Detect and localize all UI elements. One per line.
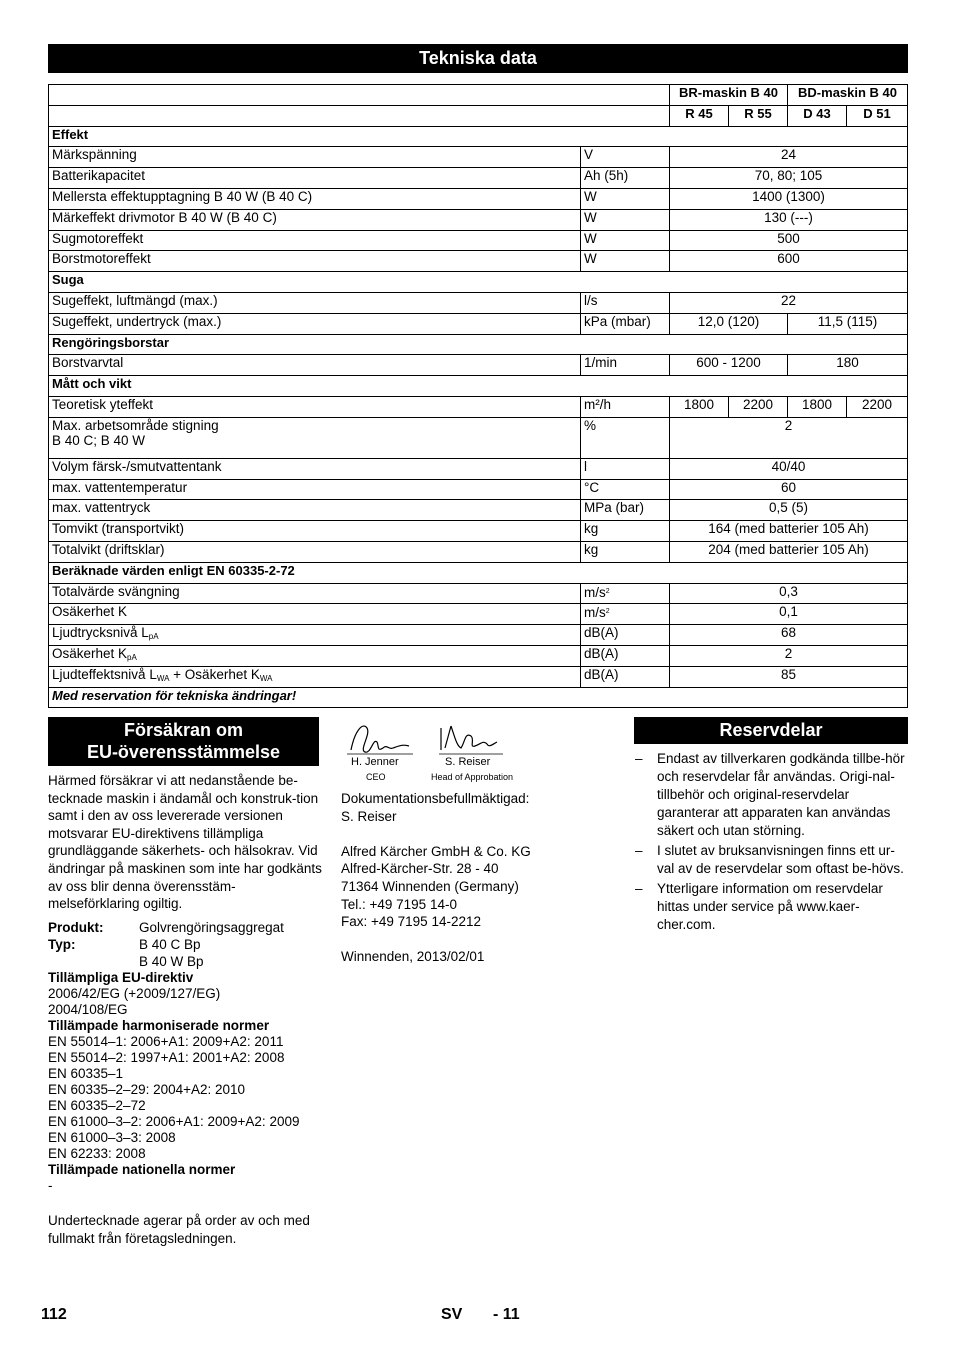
row-label: Ljudtrycksnivå $L_{pA}$ <box>49 625 581 646</box>
table-row <box>49 168 908 189</box>
section-row <box>49 334 908 355</box>
signature-jenner-image <box>343 720 415 758</box>
section-title: Beräknade värden enligt EN 60335-2-72 <box>49 562 908 583</box>
table-row <box>49 209 908 230</box>
row-label: Mellersta effektupptagning B 40 W (B 40 C) <box>49 188 581 209</box>
page-number: 112 <box>41 1306 67 1323</box>
norm-item: EN 62233: 2008 <box>48 1146 146 1162</box>
row-value: 85 <box>670 666 908 687</box>
row-unit: dB(A) <box>581 625 670 646</box>
norm-item: EN 60335–2–72 <box>48 1098 146 1114</box>
row-unit: °C <box>581 479 670 500</box>
row-value: 2 <box>670 645 908 666</box>
row-value: 0,3 <box>670 583 908 604</box>
table-row <box>49 521 908 542</box>
section-row <box>49 272 908 293</box>
row-value: 130 (---) <box>670 209 908 230</box>
row-unit: l/s <box>581 292 670 313</box>
row-label: Batterikapacitet <box>49 168 581 189</box>
row-unit: kg <box>581 521 670 542</box>
row-unit: Ah (5h) <box>581 168 670 189</box>
section-row <box>49 376 908 397</box>
row-unit: MPa (bar) <box>581 500 670 521</box>
list-item: – Endast av tillverkaren godkända tillbe-hör och reservdelar får användas. Origi-nal-tillbehör och original-reservdelar garanterar att apparaten kan användas säkert och utan störning. <box>635 751 905 838</box>
row-value: 164 (med batterier 105 Ah) <box>670 521 908 542</box>
row-label: max. vattentemperatur <box>49 479 581 500</box>
table-row <box>49 251 908 272</box>
list-item: – Ytterligare information om reservdelar hittas under service på www.kaer-cher.com. <box>635 881 883 932</box>
eu-intro: Härmed försäkrar vi att nedanstående be-tecknade maskin i ändamål och konstruk-tion samt i den av oss levererade versionen motsvarar EU-direktivens tillämpliga grundläggande säkerhets- och hälsokrav. Vid ändringar på maskinen som inte har godkänts av oss blir denna överensstäm-melseförklaring ogiltig. <box>48 773 322 912</box>
row-value: 24 <box>670 147 908 168</box>
row-unit: W <box>581 251 670 272</box>
national-norms-value: - <box>48 1178 53 1194</box>
table-row <box>49 188 908 209</box>
spare-parts-list <box>634 750 909 936</box>
row-label: Sugeffekt, undertryck (max.) <box>49 313 581 334</box>
variant-header: D 43 <box>788 105 847 126</box>
row-unit: kPa (mbar) <box>581 313 670 334</box>
table-row <box>49 396 908 417</box>
company-fax: Fax: +49 7195 14-2212 <box>341 914 481 930</box>
section-title: Mått och vikt <box>49 376 908 397</box>
row-label: Märkeffekt drivmotor B 40 W (B 40 C) <box>49 209 581 230</box>
table-row <box>49 645 908 666</box>
signature-block <box>341 720 611 782</box>
eu-conformity-heading: Försäkran om EU-överensstämmelse <box>48 717 319 766</box>
row-unit: l <box>581 458 670 479</box>
row-value: 1800 <box>788 396 847 417</box>
row-value: 70, 80; 105 <box>670 168 908 189</box>
table-row <box>49 292 908 313</box>
table-row <box>49 417 908 458</box>
company-name: Alfred Kärcher GmbH & Co. KG <box>341 843 531 859</box>
section-title: Rengöringsborstar <box>49 334 908 355</box>
variant-header: R 45 <box>670 105 729 126</box>
eu-conformity-text <box>48 772 323 1254</box>
variant-header: D 51 <box>847 105 908 126</box>
table-row <box>49 583 908 604</box>
doc-label: Dokumentationsbefullmäktigad: <box>341 791 530 806</box>
directive-item: 2006/42/EG (+2009/127/EG) <box>48 986 221 1002</box>
table-row <box>49 313 908 334</box>
row-value: 60 <box>670 479 908 500</box>
row-label: Sugeffekt, luftmängd (max.) <box>49 292 581 313</box>
row-value-bd: 11,5 (115) <box>788 313 908 334</box>
row-label: Totalvärde svängning <box>49 583 581 604</box>
row-unit: kg <box>581 541 670 562</box>
row-label: Borstmotoreffekt <box>49 251 581 272</box>
directive-item: 2004/108/EG <box>48 1002 128 1018</box>
signatory-role: CEO <box>366 772 386 782</box>
row-value: 1400 (1300) <box>670 188 908 209</box>
doc-name: S. Reiser <box>341 808 397 824</box>
row-unit: m²/h <box>581 396 670 417</box>
row-label: Volym färsk-/smutvattentank <box>49 458 581 479</box>
technical-data-table <box>48 84 908 708</box>
row-unit: 1/min <box>581 355 670 376</box>
row-value: 2200 <box>847 396 908 417</box>
row-unit: dB(A) <box>581 645 670 666</box>
norm-item: EN 55014–2: 1997+A1: 2001+A2: 2008 <box>48 1050 285 1066</box>
row-label: Märkspänning <box>49 147 581 168</box>
table-row <box>49 147 908 168</box>
row-unit: W <box>581 230 670 251</box>
table-row <box>49 604 908 625</box>
row-label: max. vattentryck <box>49 500 581 521</box>
table-row <box>49 355 908 376</box>
row-value-bd: 180 <box>788 355 908 376</box>
row-value: 1800 <box>670 396 729 417</box>
spare-parts-heading: Reservdelar <box>634 717 908 744</box>
row-value: 0,1 <box>670 604 908 625</box>
table-row <box>49 458 908 479</box>
row-unit: dB(A) <box>581 666 670 687</box>
table-row <box>49 625 908 646</box>
table-row <box>49 105 908 126</box>
norm-item: EN 55014–1: 2006+A1: 2009+A2: 2011 <box>48 1034 284 1050</box>
row-label: Osäkerhet $K_{pA}$ <box>49 645 581 666</box>
row-value: 68 <box>670 625 908 646</box>
norms-title: Tillämpade harmoniserade normer <box>48 1018 270 1034</box>
eu-closing: Undertecknade agerar på order av och med fullmakt från företagsledningen. <box>48 1213 310 1246</box>
row-value: 2 <box>670 417 908 458</box>
row-label: Ljudteffektsnivå $L_{WA}$ + Osäkerhet $K_{WA}$ <box>49 666 581 687</box>
row-value: 22 <box>670 292 908 313</box>
row-value: 600 <box>670 251 908 272</box>
row-value: 2200 <box>729 396 788 417</box>
row-value: 204 (med batterier 105 Ah) <box>670 541 908 562</box>
table-row <box>49 541 908 562</box>
section-page-number: - 11 <box>493 1306 520 1323</box>
table-row <box>49 666 908 687</box>
page-title: Tekniska data <box>48 44 908 73</box>
table-row <box>49 500 908 521</box>
type-row: Typ: B 40 C Bp <box>48 936 201 952</box>
row-label: Teoretisk yteffekt <box>49 396 581 417</box>
norm-item: EN 61000–3–3: 2008 <box>48 1130 176 1146</box>
directives-title: Tillämpliga EU-direktiv <box>48 970 194 986</box>
row-value: 0,5 (5) <box>670 500 908 521</box>
row-unit: $m/s^2$ <box>581 604 670 625</box>
signatory-role: Head of Approbation <box>431 772 514 782</box>
type-row: B 40 W Bp <box>139 954 204 970</box>
table-note: Med reservation för tekniska ändringar! <box>49 687 908 708</box>
row-label-line: B 40 C; B 40 W <box>52 432 146 448</box>
row-value: 40/40 <box>670 458 908 479</box>
norm-item: EN 60335–1 <box>48 1066 124 1082</box>
row-unit: W <box>581 209 670 230</box>
row-label: Totalvikt (driftsklar) <box>49 541 581 562</box>
table-row <box>49 479 908 500</box>
row-label: Borstvarvtal <box>49 355 581 376</box>
row-unit: $m/s^2$ <box>581 583 670 604</box>
language-code: SV <box>441 1306 463 1323</box>
row-value-br: 12,0 (120) <box>670 313 788 334</box>
company-city: 71364 Winnenden (Germany) <box>341 878 519 894</box>
table-row <box>49 85 908 106</box>
product-row: Produkt: Golvrengöringsaggregat <box>48 919 284 935</box>
row-unit: V <box>581 147 670 168</box>
row-unit: % <box>581 417 670 458</box>
section-row <box>49 562 908 583</box>
norm-item: EN 60335–2–29: 2004+A2: 2010 <box>48 1082 246 1098</box>
list-item: – I slutet av bruksanvisningen finns ett ur-val av de reservdelar som oftast be-hövs. <box>635 843 904 876</box>
signatory-name: S. Reiser <box>445 756 491 768</box>
norm-item: EN 61000–3–2: 2006+A1: 2009+A2: 2009 <box>48 1114 300 1130</box>
signatory-name: H. Jenner <box>351 756 399 768</box>
row-value: 500 <box>670 230 908 251</box>
row-label: Sugmotoreffekt <box>49 230 581 251</box>
row-value-br: 600 - 1200 <box>670 355 788 376</box>
group-header-br: BR-maskin B 40 <box>670 85 788 106</box>
note-row <box>49 687 908 708</box>
section-title: Suga <box>49 272 908 293</box>
row-unit: W <box>581 188 670 209</box>
company-tel: Tel.: +49 7195 14-0 <box>341 896 457 912</box>
row-label: Tomvikt (transportvikt) <box>49 521 581 542</box>
variant-header: R 55 <box>729 105 788 126</box>
section-title: Effekt <box>49 126 908 147</box>
signature-reiser-image <box>435 722 507 758</box>
row-label-line: Max. arbetsområde stigning <box>52 417 219 433</box>
group-header-bd: BD-maskin B 40 <box>788 85 908 106</box>
section-row <box>49 126 908 147</box>
place-date: Winnenden, 2013/02/01 <box>341 949 485 965</box>
national-norms-title: Tillämpade nationella normer <box>48 1162 236 1178</box>
company-street: Alfred-Kärcher-Str. 28 - 40 <box>341 861 499 877</box>
table-row <box>49 230 908 251</box>
row-label <box>49 417 581 458</box>
signature-column <box>341 720 611 966</box>
row-label: Osäkerhet K <box>49 604 581 625</box>
